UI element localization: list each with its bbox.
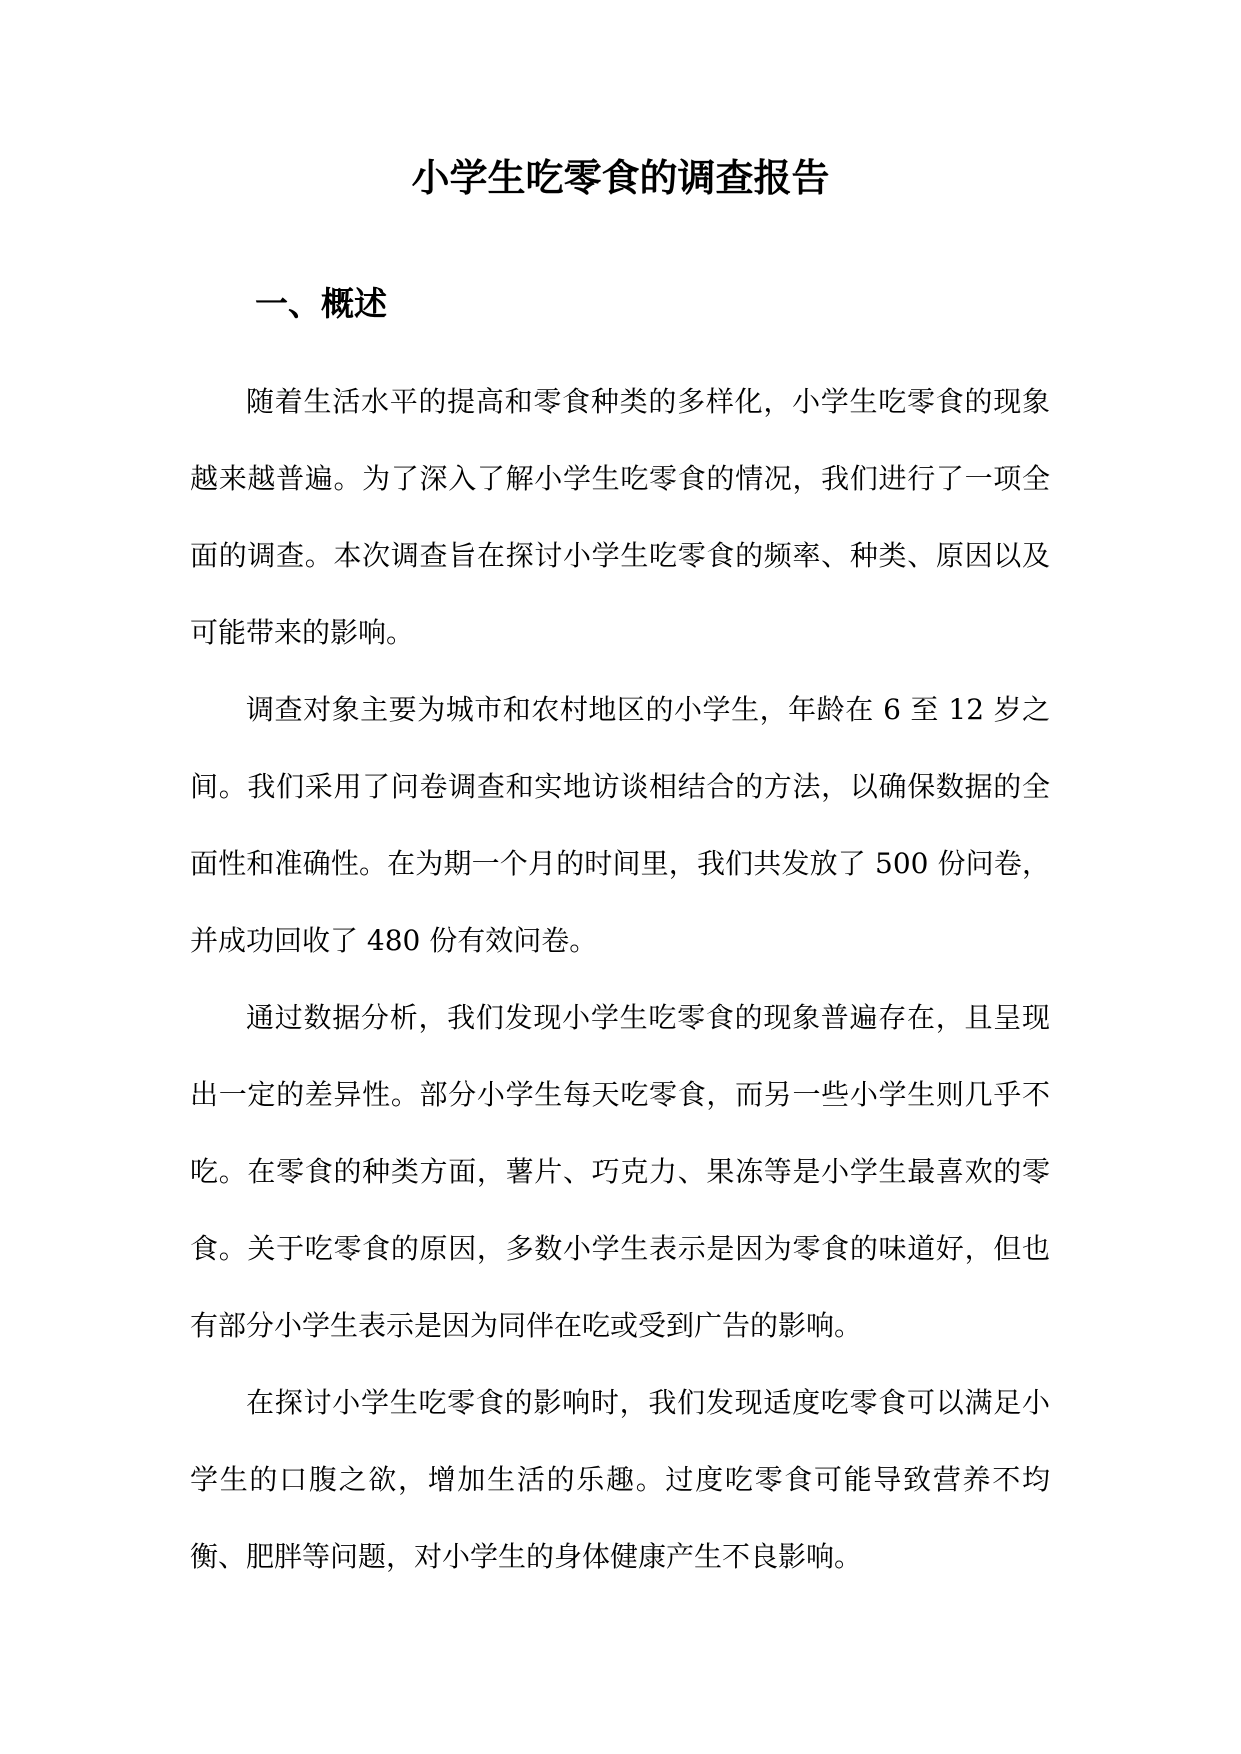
document-title: 小学生吃零食的调查报告 (411, 155, 830, 200)
section-heading: 一、概述 (255, 284, 387, 323)
paragraph-2: 调查对象主要为城市和农村地区的小学生，年龄在 6 至 12 岁之间。我们采用了问卷调查和实地访谈相结合的方法，以确保数据的全面性和准确性。在为期一个月的时间里，我们共发放了 500 份问卷，并成功回收了 480 份有效问卷。 (190, 693, 1050, 957)
paragraph-4: 在探讨小学生吃零食的影响时，我们发现适度吃零食可以满足小学生的口腹之欲，增加生活的乐趣。过度吃零食可能导致营养不均衡、肥胖等问题，对小学生的身体健康产生不良影响。 (190, 1386, 1050, 1573)
paragraph-1: 随着生活水平的提高和零食种类的多样化，小学生吃零食的现象越来越普遍。为了深入了解小学生吃零食的情况，我们进行了一项全面的调查。本次调查旨在探讨小学生吃零食的频率、种类、原因以及可能带来的影响。 (190, 385, 1050, 649)
document-body (190, 363, 1050, 1595)
paragraph-3: 通过数据分析，我们发现小学生吃零食的现象普遍存在，且呈现出一定的差异性。部分小学生每天吃零食，而另一些小学生则几乎不吃。在零食的种类方面，薯片、巧克力、果冻等是小学生最喜欢的零食。关于吃零食的原因，多数小学生表示是因为零食的味道好，但也有部分小学生表示是因为同伴在吃或受到广告的影响。 (190, 1001, 1050, 1342)
